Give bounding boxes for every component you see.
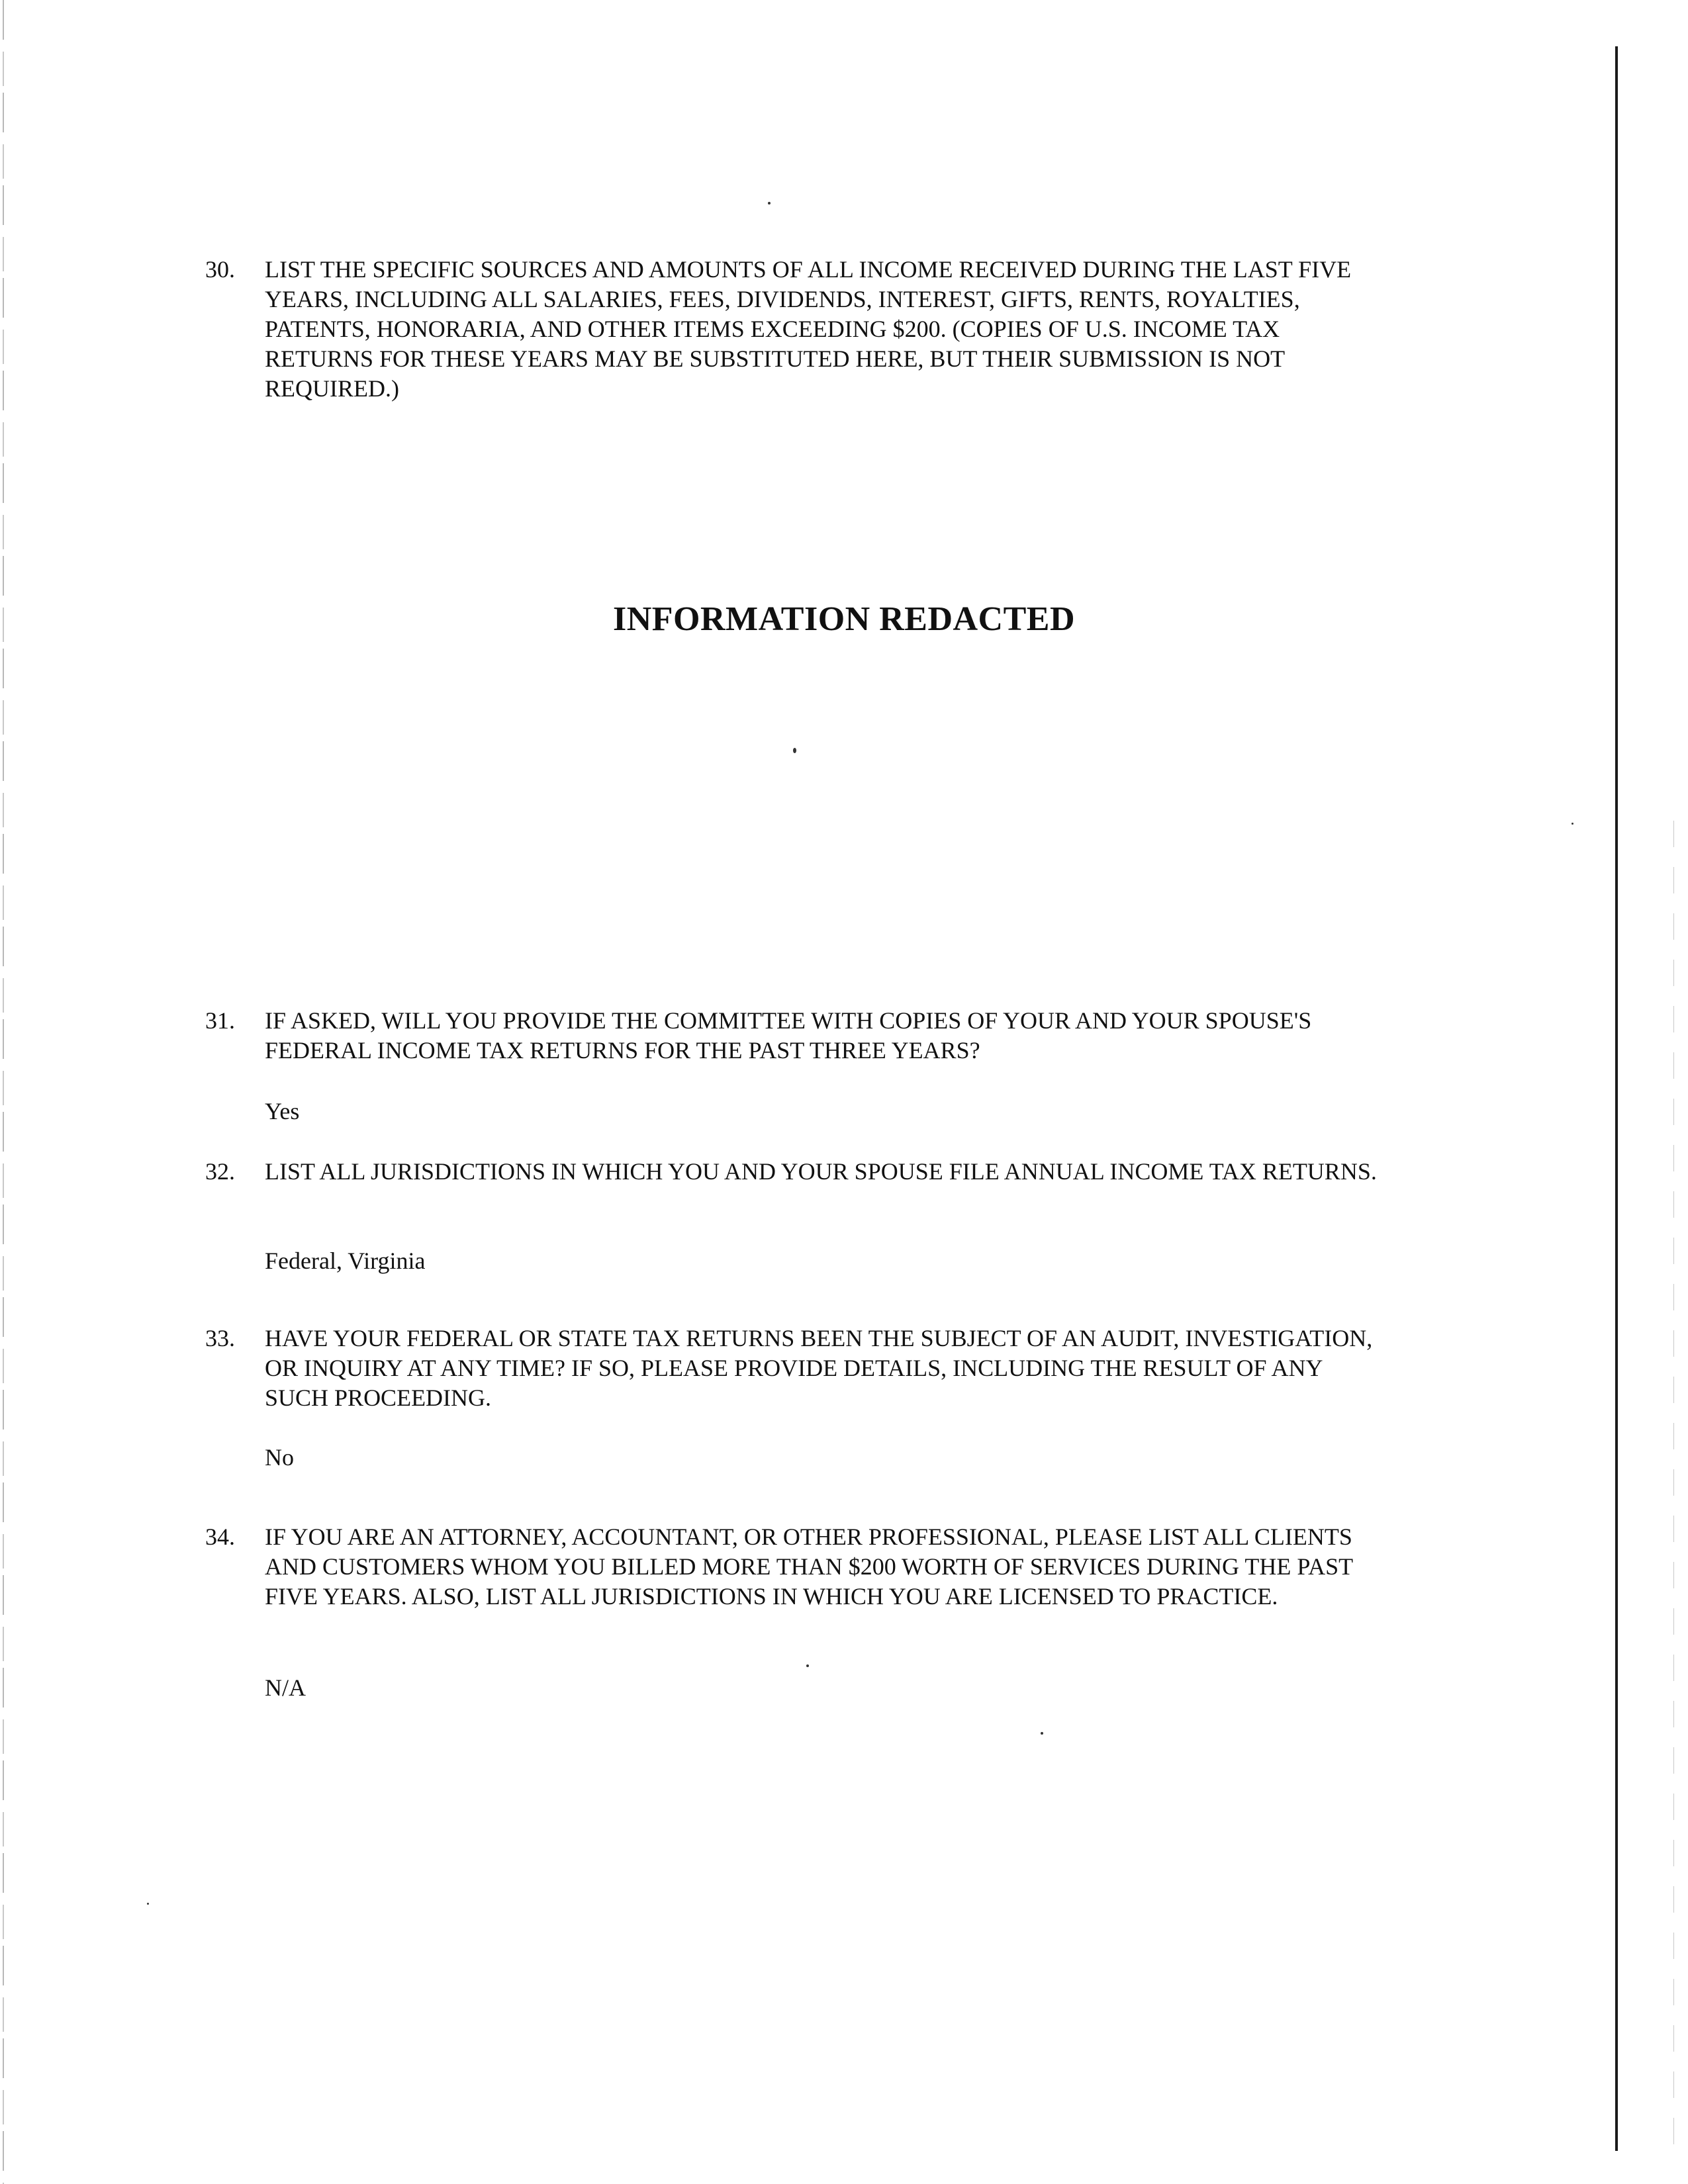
answer-31: Yes	[265, 1098, 300, 1124]
question-text: HAVE YOUR FEDERAL OR STATE TAX RETURNS BEEN THE SUBJECT OF AN AUDIT, INVESTIGATION, OR INQUIRY AT ANY TIME? IF SO, PLEASE PROVIDE DETAILS, INCLUDING THE RESULT OF ANY SUCH PROCEEDING.	[265, 1325, 1373, 1411]
question-text: IF ASKED, WILL YOU PROVIDE THE COMMITTEE WITH COPIES OF YOUR AND YOUR SPOUSE'S FEDERAL INCOME TAX RETURNS FOR THE PAST THREE YEARS?	[265, 1007, 1312, 1064]
question-number: 34.	[205, 1524, 235, 1550]
question-text: LIST ALL JURISDICTIONS IN WHICH YOU AND YOUR SPOUSE FILE ANNUAL INCOME TAX RETURNS.	[265, 1158, 1377, 1185]
scan-speck	[1041, 1732, 1043, 1735]
scan-edge-right-faint	[1673, 821, 1674, 2158]
scan-edge-right	[1615, 46, 1618, 2151]
question-34	[205, 1522, 1383, 1612]
question-text: IF YOU ARE AN ATTORNEY, ACCOUNTANT, OR OTHER PROFESSIONAL, PLEASE LIST ALL CLIENTS AND CUSTOMERS WHOM YOU BILLED MORE THAN $200 WORTH OF SERVICES DURING THE PAST FIVE YEARS. ALSO, LIST ALL JURISDICTIONS IN WHICH YOU ARE LICENSED TO PRACTICE.	[265, 1524, 1353, 1610]
question-number: 33.	[205, 1325, 235, 1351]
answer-34: N/A	[265, 1674, 306, 1701]
question-30	[205, 255, 1383, 404]
question-33	[205, 1324, 1383, 1413]
answer-33: No	[265, 1444, 294, 1471]
scan-speck	[147, 1903, 149, 1905]
redaction-notice: INFORMATION REDACTED	[612, 600, 1076, 638]
scan-speck	[1571, 823, 1573, 825]
question-32	[205, 1157, 1383, 1187]
scan-edge-left	[3, 0, 4, 2184]
answer-32: Federal, Virginia	[265, 1248, 426, 1274]
scan-speck	[806, 1664, 809, 1667]
question-number: 32.	[205, 1158, 235, 1185]
question-31	[205, 1006, 1383, 1066]
scan-speck	[793, 748, 796, 753]
scan-speck	[768, 202, 771, 205]
question-number: 31.	[205, 1007, 235, 1034]
question-text: LIST THE SPECIFIC SOURCES AND AMOUNTS OF ALL INCOME RECEIVED DURING THE LAST FIVE YEARS, INCLUDING ALL SALARIES, FEES, DIVIDENDS, INTEREST, GIFTS, RENTS, ROYALTIES, PATENTS, HONORARIA, AND OTHER ITEMS EXCEEDING $200. (COPIES OF U.S. INCOME TAX RETURNS FOR THESE YEARS MAY BE SUBSTITUTED HERE, BUT THEIR SUBMISSION IS NOT REQUIRED.)	[265, 256, 1352, 402]
question-number: 30.	[205, 256, 235, 283]
